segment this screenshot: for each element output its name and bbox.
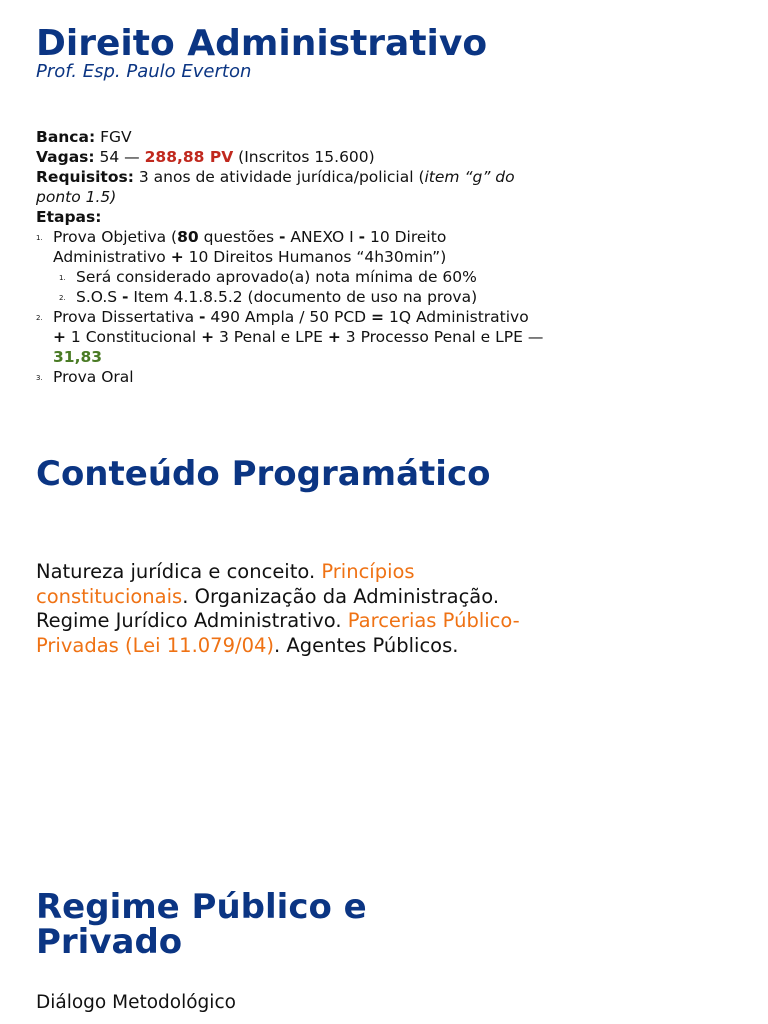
list-item xyxy=(36,367,546,387)
requisitos-label: Requisitos: xyxy=(36,168,134,186)
banca-value: FGV xyxy=(100,128,132,146)
etapa-text: Será considerado aprovado(a) nota mínima de 60% xyxy=(76,268,477,286)
list-number: 3. xyxy=(36,374,43,382)
vagas-label: Vagas: xyxy=(36,148,95,166)
list-item xyxy=(36,227,546,307)
etapa-bold: + xyxy=(170,248,184,266)
etapa-text: 1 Constitucional xyxy=(66,328,202,346)
list-number: 2. xyxy=(59,294,66,302)
etapa-bold: - xyxy=(279,228,286,246)
etapas-label: Etapas: xyxy=(36,208,102,226)
etapa-text: Item 4.1.8.5.2 (documento de uso na prova) xyxy=(128,288,478,306)
requisitos-italic: item “g” do ponto 1.5) xyxy=(36,168,515,206)
etapa-text: Prova Dissertativa xyxy=(53,308,200,326)
etapa-bold: + xyxy=(201,328,215,346)
vagas-value: 54 — xyxy=(99,148,140,166)
etapa-bold: - xyxy=(122,288,129,306)
etapa-bold: - xyxy=(358,228,366,246)
section-heading-regime: Regime Público e Privado xyxy=(36,887,367,962)
etapa-text: S.O.S xyxy=(76,288,123,306)
conteudo-paragraph xyxy=(36,560,546,658)
list-number: 2. xyxy=(36,314,43,322)
page-subtitle: Prof. Esp. Paulo Everton xyxy=(36,61,252,82)
etapa-text: Prova Oral xyxy=(53,368,134,386)
list-item xyxy=(53,287,546,307)
requisitos-value: 3 anos de atividade jurídica/policial ( xyxy=(138,168,425,186)
etapa-text: 490 Ampla / 50 PCD xyxy=(205,308,372,326)
principios-link[interactable]: Princípios constitucionais xyxy=(36,560,415,608)
vagas-highlight: 288,88 PV xyxy=(144,148,234,166)
etapa-text: 1Q Administrativo xyxy=(384,308,529,326)
list-item xyxy=(53,267,546,287)
dissertativa-highlight: 31,83 xyxy=(53,348,103,366)
exam-info xyxy=(36,127,546,387)
banca-line xyxy=(36,127,546,147)
vagas-line xyxy=(36,147,546,167)
etapa-text: 10 Direitos Humanos “4h30min”) xyxy=(183,248,447,266)
etapa-bold: - xyxy=(199,308,206,326)
conteudo-text: Natureza jurídica e conceito. xyxy=(36,560,322,583)
page-title: Direito Administrativo xyxy=(36,23,488,64)
etapa-text: 3 Processo Penal e LPE — xyxy=(340,328,544,346)
banca-label: Banca: xyxy=(36,128,96,146)
etapa-text: questões xyxy=(198,228,279,246)
etapa-bold: 80 xyxy=(177,228,199,246)
list-number: 1. xyxy=(36,234,43,242)
etapa-text: 10 Direito Administrativo xyxy=(53,228,447,266)
requisitos-line xyxy=(36,167,546,207)
conteudo-text: . Organização da Administração. Regime Jurídico Administrativo. xyxy=(36,584,500,632)
list-item xyxy=(36,307,546,367)
etapa-text: ANEXO I xyxy=(285,228,359,246)
etapa-sublist xyxy=(53,267,546,307)
list-number: 1. xyxy=(59,274,66,282)
vagas-suffix: (Inscritos 15.600) xyxy=(238,148,375,166)
regime-text: Diálogo Metodológico xyxy=(36,992,236,1013)
section-heading-conteudo: Conteúdo Programático xyxy=(36,454,491,494)
etapa-bold: + xyxy=(53,328,66,346)
etapas-list xyxy=(36,227,546,387)
etapa-bold: = xyxy=(371,308,385,326)
parcerias-link[interactable]: Parcerias Público-Privadas (Lei 11.079/04) xyxy=(36,609,520,657)
conteudo-text: . Agentes Públicos. xyxy=(274,633,459,657)
etapa-bold: + xyxy=(327,328,341,346)
etapa-text: Prova Objetiva ( xyxy=(53,228,178,246)
etapa-text: 3 Penal e LPE xyxy=(214,328,328,346)
